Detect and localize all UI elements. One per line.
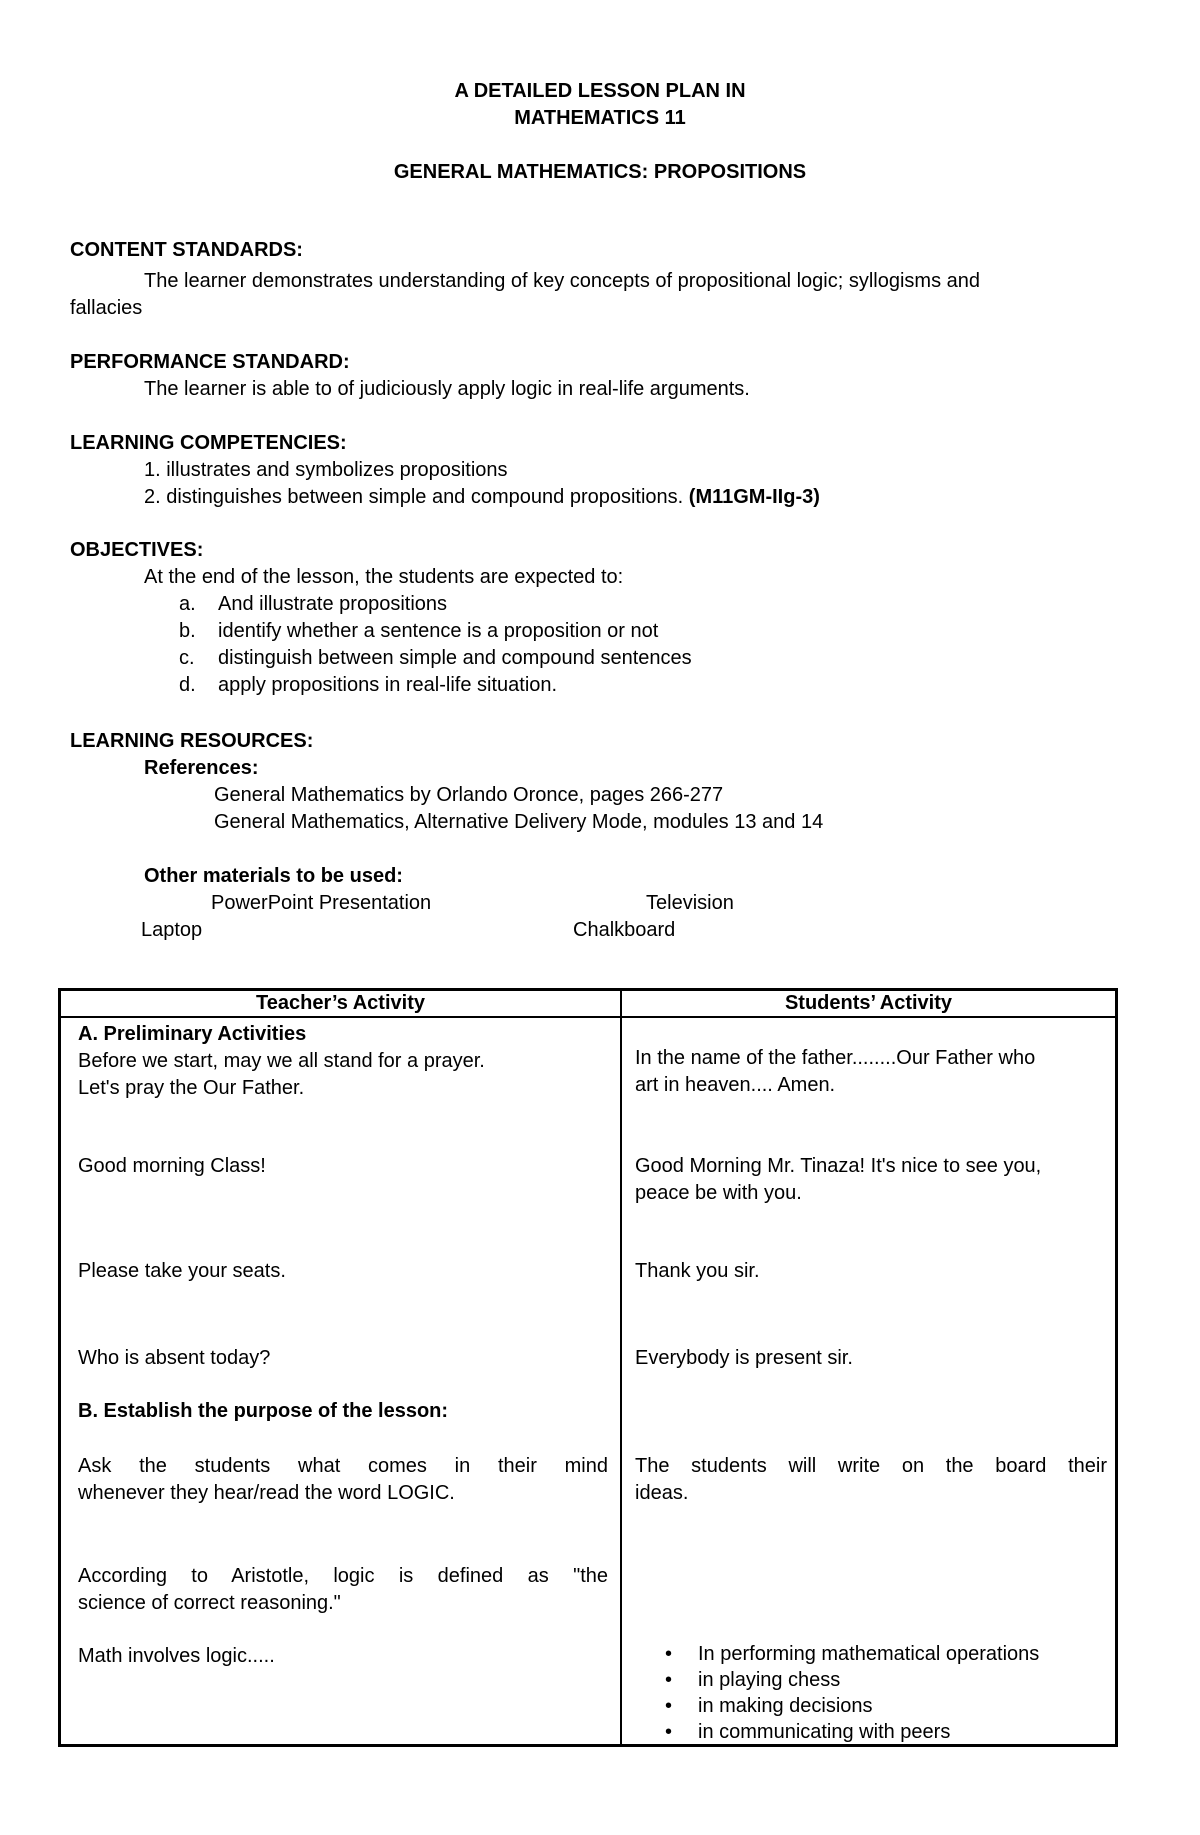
objective-item-c	[179, 645, 1145, 672]
objectives-intro: At the end of the lesson, the students are expected to:	[144, 566, 624, 588]
bullet-text-2: in playing chess	[698, 1669, 841, 1691]
reference-1: General Mathematics by Orlando Oronce, pages 266-277	[214, 784, 724, 806]
performance-standard-body: The learner is able to of judiciously apply logic in real-life arguments.	[144, 378, 750, 400]
competency-item-2-text: 2. distinguishes between simple and compound propositions.	[144, 486, 689, 508]
bullet-marker: •	[665, 1643, 673, 1665]
bullet-marker: •	[665, 1669, 673, 1691]
competency-code: (M11GM-IIg-3)	[688, 486, 820, 508]
bullet-text-4: in communicating with peers	[698, 1721, 951, 1743]
objectives-heading: OBJECTIVES:	[70, 539, 204, 561]
teacher-prayer-line-1: Before we start, may we all stand for a prayer.	[78, 1050, 485, 1072]
teacher-absent-question: Who is absent today?	[78, 1347, 271, 1369]
students-greeting-line-1: Good Morning Mr. Tinaza! It's nice to see you,	[635, 1155, 1042, 1177]
bullet-marker: •	[665, 1721, 673, 1743]
performance-standard-heading: PERFORMANCE STANDARD:	[70, 351, 350, 373]
section-objectives	[70, 537, 1145, 699]
objective-text-d: apply propositions in real-life situation.	[218, 674, 558, 696]
students-bullet-list	[635, 1641, 1107, 1745]
objective-item-a	[179, 591, 1145, 618]
content-standards-body	[70, 268, 1145, 322]
references-heading: References:	[144, 757, 259, 779]
title-line-2: MATHEMATICS 11	[514, 107, 686, 129]
document-title	[0, 78, 1200, 132]
students-prayer-line-1: In the name of the father........Our Father who	[635, 1047, 1036, 1069]
section-content-standards	[70, 237, 1145, 322]
establish-purpose-heading: B. Establish the purpose of the lesson:	[78, 1400, 449, 1422]
learning-competencies-heading: LEARNING COMPETENCIES:	[70, 432, 347, 454]
bullet-marker: •	[665, 1695, 673, 1717]
teacher-activity-cell	[61, 1018, 622, 1747]
students-write-ideas	[635, 1453, 1107, 1507]
activity-table-body-row	[61, 1018, 1115, 1747]
material-television: Television	[646, 892, 734, 914]
students-present: Everybody is present sir.	[635, 1347, 853, 1369]
competency-item-1: 1. illustrates and symbolizes propositions	[144, 459, 508, 481]
content-standards-line-2: fallacies	[70, 297, 143, 319]
bullet-item-2	[635, 1667, 1107, 1693]
teacher-seats: Please take your seats.	[78, 1260, 286, 1282]
students-activity-header: Students’ Activity	[784, 992, 953, 1014]
teacher-greeting: Good morning Class!	[78, 1155, 266, 1177]
objective-text-c: distinguish between simple and compound sentences	[218, 647, 692, 669]
objective-item-d	[179, 672, 1145, 699]
bullet-item-4	[635, 1719, 1107, 1745]
document-subtitle: GENERAL MATHEMATICS: PROPOSITIONS	[393, 161, 807, 183]
section-other-materials	[70, 863, 1145, 944]
activity-table	[58, 988, 1118, 1747]
bullet-item-1	[635, 1641, 1107, 1667]
material-powerpoint: PowerPoint Presentation	[211, 892, 432, 914]
teacher-ask-line-2: whenever they hear/read the word LOGIC.	[78, 1482, 455, 1504]
material-chalkboard: Chalkboard	[573, 919, 676, 941]
teacher-aristotle-line-1: According to Aristotle, logic is defined as "the	[78, 1565, 608, 1587]
materials-heading: Other materials to be used:	[144, 865, 403, 887]
learning-resources-heading: LEARNING RESOURCES:	[70, 730, 314, 752]
section-learning-resources	[70, 728, 1145, 836]
teacher-ask-line-1: Ask the students what comes in their mind	[78, 1455, 608, 1477]
teacher-prayer-line-2: Let's pray the Our Father.	[78, 1077, 305, 1099]
teacher-math-logic: Math involves logic.....	[78, 1645, 275, 1667]
competency-item-2	[144, 484, 1145, 511]
students-greeting	[635, 1153, 1107, 1207]
section-learning-competencies	[70, 430, 1145, 511]
students-prayer-line-2: art in heaven.... Amen.	[635, 1074, 836, 1096]
students-prayer	[635, 1045, 1107, 1099]
bullet-text-3: in making decisions	[698, 1695, 873, 1717]
material-laptop: Laptop	[141, 919, 203, 941]
teacher-ask-logic	[78, 1453, 608, 1507]
objective-marker-b: b.	[179, 620, 196, 642]
objective-text-b: identify whether a sentence is a proposition or not	[218, 620, 659, 642]
objective-marker-d: d.	[179, 674, 196, 696]
bullet-item-3	[635, 1693, 1107, 1719]
objective-marker-a: a.	[179, 593, 196, 615]
students-activity-cell	[622, 1018, 1115, 1747]
students-thanks: Thank you sir.	[635, 1260, 760, 1282]
students-greeting-line-2: peace be with you.	[635, 1182, 802, 1204]
content-standards-line-1: The learner demonstrates understanding of key concepts of propositional logic; syllogisms and	[144, 270, 981, 292]
objective-marker-c: c.	[179, 647, 195, 669]
section-performance-standard	[70, 349, 1145, 403]
preliminary-activities-heading: A. Preliminary Activities	[78, 1023, 307, 1045]
objective-item-b	[179, 618, 1145, 645]
teacher-aristotle	[78, 1563, 608, 1617]
title-line-1: A DETAILED LESSON PLAN IN	[454, 80, 746, 102]
teacher-activity-header: Teacher’s Activity	[61, 991, 622, 1016]
teacher-prayer	[78, 1048, 608, 1102]
reference-2: General Mathematics, Alternative Delivery Mode, modules 13 and 14	[214, 811, 824, 833]
materials-row-1	[70, 890, 1145, 917]
materials-row-2	[70, 917, 1145, 944]
teacher-aristotle-line-2: science of correct reasoning."	[78, 1592, 341, 1614]
objective-text-a: And illustrate propositions	[218, 593, 448, 615]
students-write-line-1: The students will write on the board their	[635, 1455, 1107, 1477]
content-standards-heading: CONTENT STANDARDS:	[70, 239, 303, 261]
activity-table-header-row	[61, 991, 1115, 1018]
bullet-text-1: In performing mathematical operations	[698, 1643, 1040, 1665]
students-write-line-2: ideas.	[635, 1482, 689, 1504]
